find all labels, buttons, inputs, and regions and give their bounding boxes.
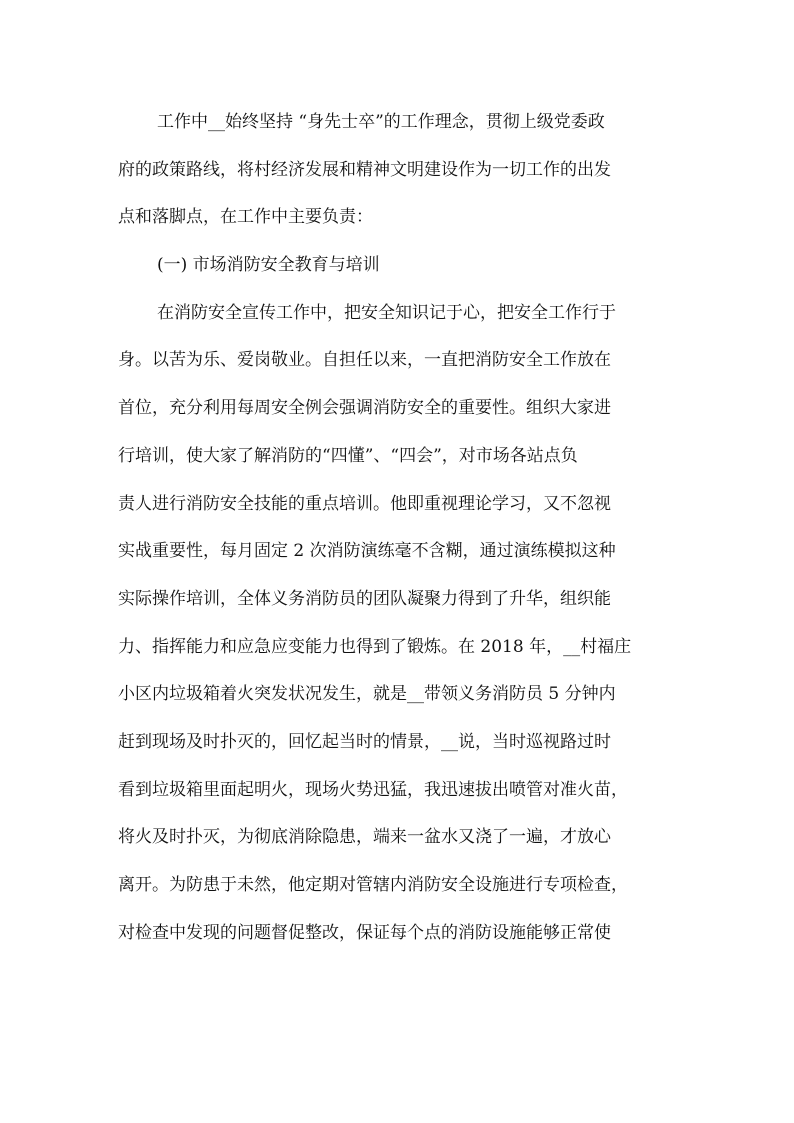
paragraph-line: 力、指挥能力和应急应变能力也得到了锻炼。在 2018 年，__村福庄 bbox=[118, 637, 632, 657]
paragraph-line: 在消防安全宣传工作中，把安全知识记于心，把安全工作行于 bbox=[157, 303, 616, 323]
paragraph-line: 府的政策路线，将村经济发展和精神文明建设作为一切工作的出发 bbox=[118, 160, 611, 180]
paragraph-line: 看到垃圾箱里面起明火，现场火势迅猛，我迅速拔出喷管对准火苗， bbox=[118, 780, 628, 800]
paragraph-line: 工作中__始终坚持 “身先士卒”的工作理念，贯彻上级党委政 bbox=[157, 112, 605, 132]
paragraph-line: 将火及时扑灭，为彻底消除隐患，端来一盆水又浇了一遍，才放心 bbox=[118, 827, 611, 847]
paragraph-line: 对检查中发现的问题督促整改，保证每个点的消防设施能够正常使 bbox=[118, 923, 611, 943]
paragraph-line: 行培训，使大家了解消防的“四懂”、“四会”，对市场各站点负 bbox=[118, 446, 578, 466]
paragraph-line: 赶到现场及时扑灭的，回忆起当时的情景，__说，当时巡视路过时 bbox=[118, 732, 611, 752]
paragraph-line: 离开。为防患于未然，他定期对管辖内消防安全设施进行专项检查， bbox=[118, 875, 628, 895]
paragraph-line: 实际操作培训，全体义务消防员的团队凝聚力得到了升华，组织能 bbox=[118, 589, 611, 609]
paragraph-line: 身。以苦为乐、爱岗敬业。自担任以来，一直把消防安全工作放在 bbox=[118, 350, 611, 370]
paragraph-line: 小区内垃圾箱着火突发状况发生，就是__带领义务消防员 5 分钟内 bbox=[118, 684, 616, 704]
section-heading: (一) 市场消防安全教育与培训 bbox=[157, 255, 380, 275]
paragraph-line: 点和落脚点，在工作中主要负责： bbox=[118, 207, 373, 227]
paragraph-line: 责人进行消防安全技能的重点培训。他即重视理论学习，又不忽视 bbox=[118, 494, 611, 514]
paragraph-line: 实战重要性，每月固定 2 次消防演练毫不含糊，通过演练模拟这种 bbox=[118, 541, 616, 561]
paragraph-line: 首位，充分利用每周安全例会强调消防安全的重要性。组织大家进 bbox=[118, 398, 611, 418]
